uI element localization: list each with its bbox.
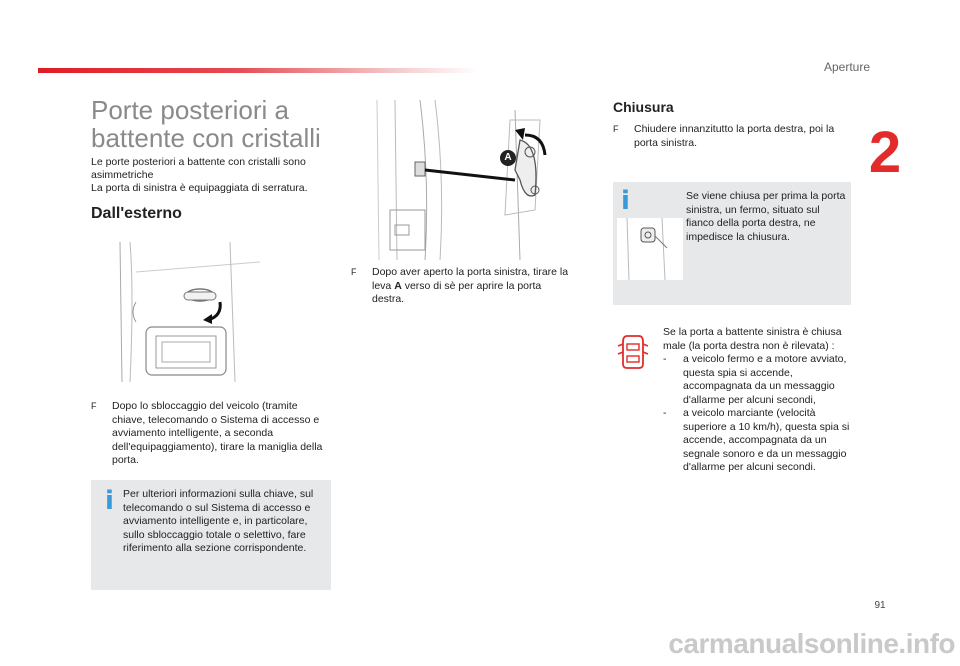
intro-line-2: La porta di sinistra è equipaggiata di serratura. [91,182,308,194]
bullet-unlock-pull-handle [91,400,331,468]
illustration-door-stop [617,218,683,280]
door-open-warning-icon [617,332,649,372]
page-number: 91 [874,600,886,611]
bullet-text-part: verso di sè per aprire la porta destra. [372,279,542,305]
page-title: Porte posteriori a battente con cristalli [91,95,321,153]
info-text: Per ulteriori informazioni sulla chiave, sul telecomando o sul Sistema di accesso e avviamento intelligente e, in particolare, sullo sbloccaggio totale o selettivo, fare riferimento alla sezione corrispondente. [123,488,314,554]
info-box-key-remote [91,480,331,590]
bullet-marker: F [613,124,619,134]
intro-line-1: Le porte posteriori a battente con cristalli sono asimmetriche [91,156,306,181]
warning-list-item [663,407,851,475]
chapter-number: 2 [868,120,902,185]
bullet-marker: F [351,267,357,277]
illustration-lever-a [365,100,565,260]
heading-closing: Chiusura [613,99,674,115]
illustration-outside-handle [100,232,260,382]
info-text: Se viene chiusa per prima la porta sinistra, un fermo, situato sul fianco della porta destra, ne impedisce la chiusura. [686,190,846,243]
bullet-text: Chiudere innanzitutto la porta destra, poi la porta sinistra. [634,123,835,149]
info-icon: i [105,486,114,516]
bullet-text-part: Dopo aver aperto la porta sinistra, tirare la leva [372,266,569,292]
warning-list-item [663,353,851,407]
bullet-close-right-first [613,123,853,150]
list-dash: - [663,353,667,365]
list-dash: - [663,407,667,419]
info-box-closing-order [613,182,851,305]
intro-text [91,156,341,195]
header-accent-bar [38,68,478,73]
warning-text [663,326,851,475]
bullet-text [351,266,576,307]
bullet-marker: F [91,401,97,411]
heading-from-outside: Dall'esterno [91,205,182,222]
list-item-text: a veicolo fermo e a motore avviato, questa spia si accende, accompagnata da un messaggio d'allarme per alcuni secondi, [683,353,847,406]
bullet-pull-lever-a [351,266,576,307]
warning-intro: Se la porta a battente sinistra è chiusa male (la porta destra non è rilevata) : [663,326,842,352]
info-icon: i [621,186,630,216]
bullet-text-bold: A [394,279,402,292]
list-item-text: a veicolo marciante (velocità superiore a 10 km/h), questa spia si accende, accompagnata da un segnale sonoro e da un messaggio d'allarme per alcuni secondi. [683,407,850,473]
callout-a: A [500,150,516,166]
section-title: Aperture [823,60,870,74]
bullet-text: Dopo lo sbloccaggio del veicolo (tramite chiave, telecomando o Sistema di accesso e avviamento intelligente, a seconda dell'equipaggiamento), tirare la maniglia della porta. [112,400,323,466]
watermark: carmanualsonline.info [668,628,955,659]
